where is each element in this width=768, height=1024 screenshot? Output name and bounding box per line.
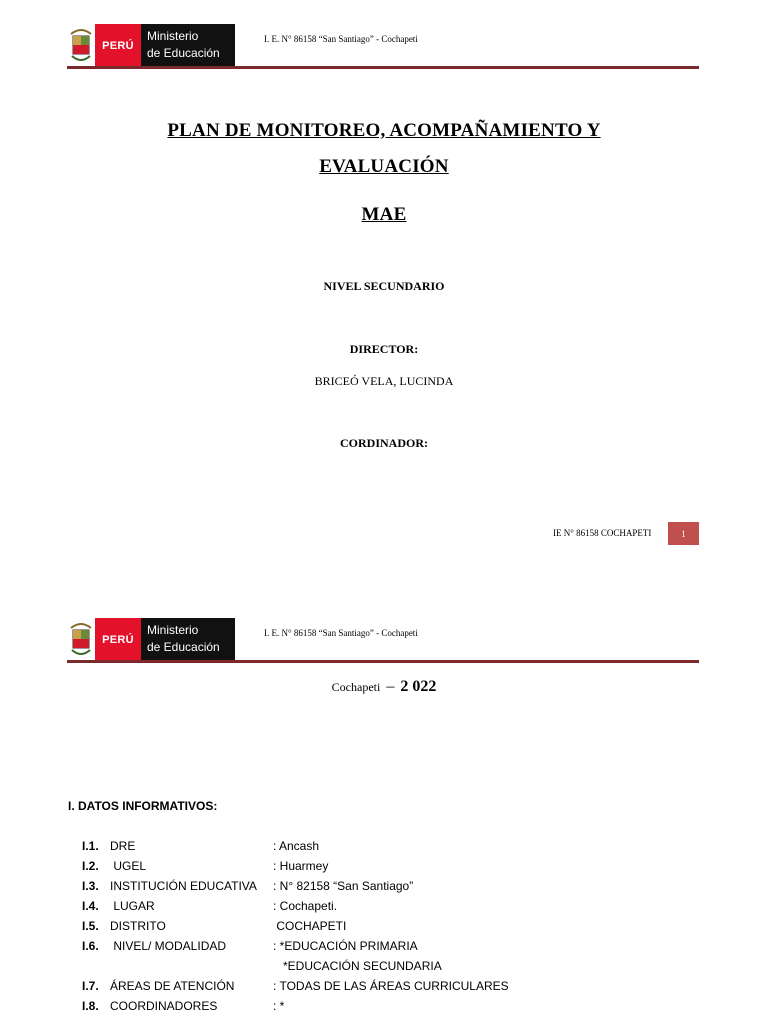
info-row-label: INSTITUCIÓN EDUCATIVA: [110, 879, 257, 893]
info-row-value: *EDUCACIÓN SECUNDARIA: [273, 959, 442, 973]
director-name: BRICEÓ VELA, LUCINDA: [314, 374, 454, 388]
info-row-value: : TODAS DE LAS ÁREAS CURRICULARES: [273, 979, 509, 993]
section-title: I. DATOS INFORMATIVOS:: [68, 799, 218, 813]
info-row-label: LUGAR: [110, 899, 155, 913]
level-label: NIVEL SECUNDARIO: [323, 279, 445, 293]
info-row-number: I.8.: [82, 999, 99, 1013]
info-row-label: COORDINADORES: [110, 999, 218, 1013]
footer-school-name: IE N° 86158 COCHAPETI: [553, 528, 652, 538]
place-year-dash: –: [386, 678, 395, 695]
coat-of-arms-icon: [67, 24, 95, 68]
info-row-number: I.2.: [82, 859, 99, 873]
info-row-number: I.1.: [82, 839, 99, 853]
page-number-badge: 1: [668, 522, 699, 545]
info-row-value: : Huarmey: [273, 859, 329, 873]
info-row-label: DRE: [110, 839, 136, 853]
ministry-logo: [67, 618, 235, 662]
ministry-line2: de Educación: [147, 640, 220, 654]
coat-of-arms-icon: [67, 618, 95, 662]
ministry-line1: Ministerio: [147, 623, 199, 637]
header-school-name: I. E. N° 86158 “San Santiago” - Cochapeti: [264, 628, 418, 638]
info-row-label: ÁREAS DE ATENCIÓN: [110, 979, 235, 993]
director-label: DIRECTOR:: [349, 342, 419, 356]
info-row-number: I.3.: [82, 879, 99, 893]
year: 2 022: [400, 678, 437, 695]
ministry-logo: [67, 24, 235, 68]
peru-label: PERÚ: [95, 618, 141, 662]
info-row-value: : *EDUCACIÓN PRIMARIA: [273, 939, 418, 953]
document-title-line3: MAE: [361, 204, 407, 225]
ministry-name: [141, 618, 235, 662]
info-row-label: UGEL: [110, 859, 147, 873]
ministry-line1: Ministerio: [147, 29, 199, 43]
ministry-line2: de Educación: [147, 46, 220, 60]
info-row-value: : Cochapeti.: [273, 899, 338, 913]
ministry-name: [141, 24, 235, 68]
info-row-number: I.4.: [82, 899, 99, 913]
info-row-value: COCHAPETI: [273, 919, 347, 933]
document-title-line2: EVALUACIÓN: [319, 156, 449, 177]
info-row-label: DISTRITO: [110, 919, 166, 933]
info-row-label: NIVEL/ MODALIDAD: [110, 939, 227, 953]
coordinator-label: CORDINADOR:: [340, 436, 428, 450]
header-divider: [67, 660, 699, 663]
header-divider: [67, 66, 699, 69]
header-school-name: I. E. N° 86158 “San Santiago” - Cochapeti: [264, 34, 418, 44]
place-and-year: [0, 678, 768, 696]
place-name: Cochapeti: [331, 680, 381, 694]
info-row-number: I.7.: [82, 979, 99, 993]
info-row-value: : N° 82158 “San Santiago”: [273, 879, 414, 893]
peru-label: PERÚ: [95, 24, 141, 68]
info-row-value: : *: [273, 999, 285, 1013]
info-row-value: : Ancash: [273, 839, 320, 853]
info-row-number: I.5.: [82, 919, 99, 933]
info-row-number: I.6.: [82, 939, 99, 953]
document-title-line1: PLAN DE MONITOREO, ACOMPAÑAMIENTO Y: [167, 120, 601, 141]
